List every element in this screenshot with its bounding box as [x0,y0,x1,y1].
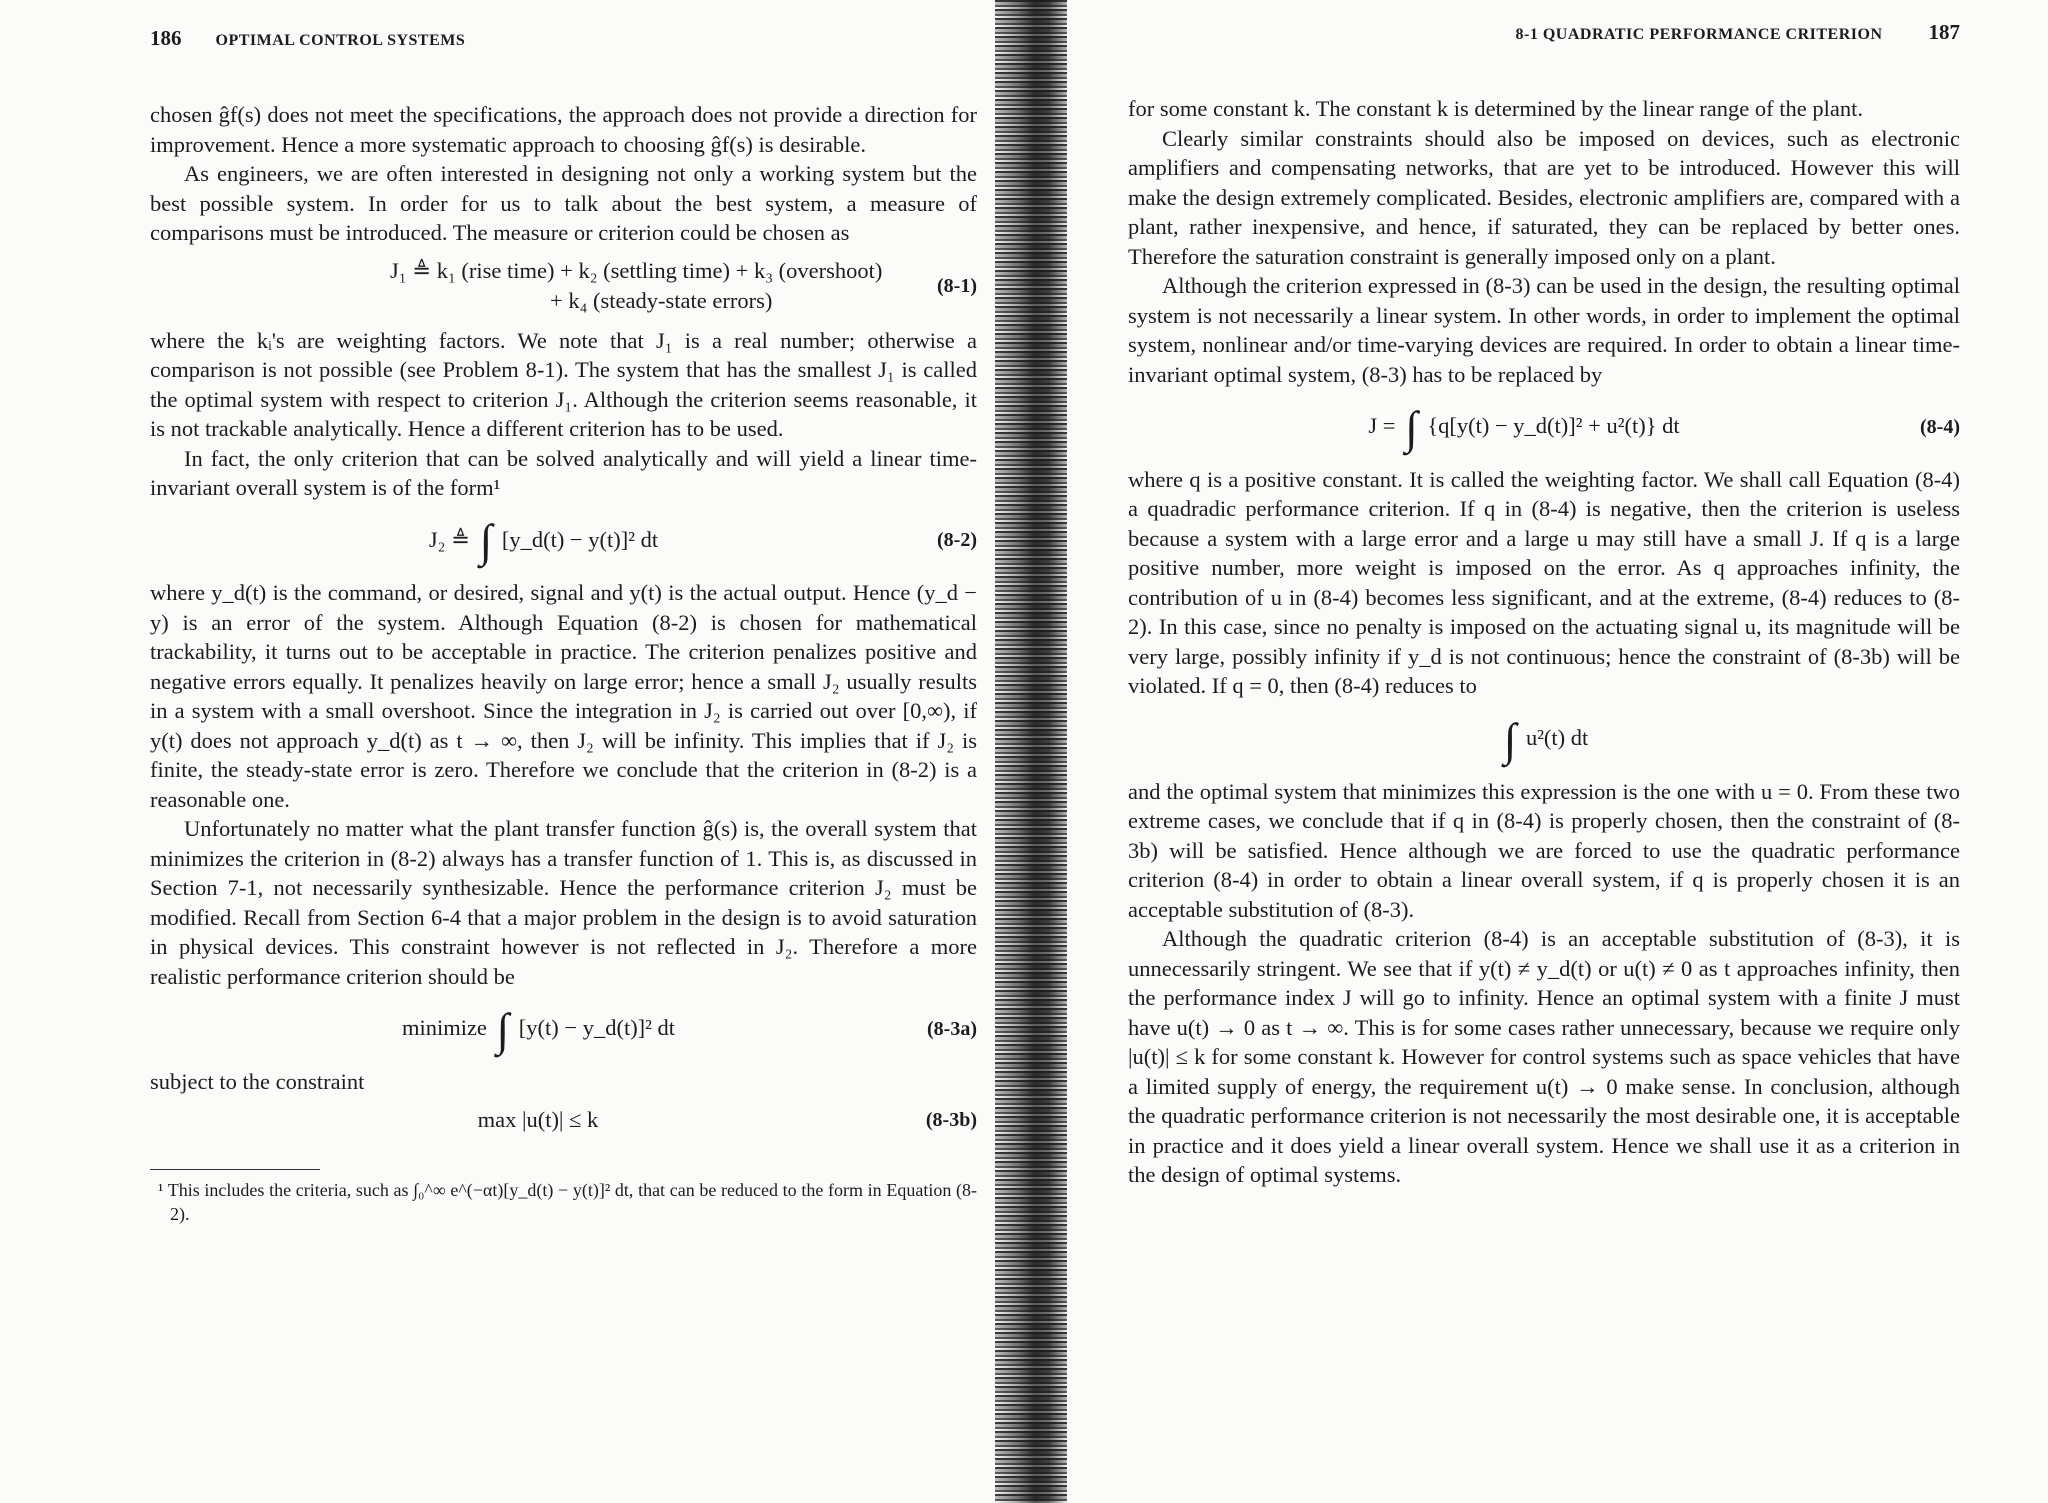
right-page-number: 187 [1928,20,1960,44]
right-running-head: 8-1 QUADRATIC PERFORMANCE CRITERION [1515,26,1883,43]
equation-8-3b-body: max |u(t)| ≤ k [477,1106,599,1132]
equation-8-1 [150,256,977,316]
equation-number-8-3b: (8-3b) [925,1108,977,1131]
equation-8-2 [150,515,977,567]
equation-number-8-3a: (8-3a) [927,1018,977,1041]
equation-8-1-line-1: J₁ ≜ k₁ (rise time) + k₂ (settling time) + k₃ (overshoot) [390,257,883,283]
equation-8-2-integrand: [y_d(t) − y(t)]² dt [501,526,659,552]
equation-8-4-lhs: J = [1368,413,1396,438]
integral-sign: ∫ [1405,401,1418,453]
equation-u-squared [1128,713,1960,765]
right-paragraph-3: Although the criterion expressed in (8-3) can be used in the design, the resulting optimal system is not necessarily a linear system. In other words, in order to implement the optimal system, nonlinear and/or time-varying devices are required. In order to obtain a linear time-invariant optimal system, (8-3) has to be replaced by [1128,273,1960,387]
left-page-header [150,26,977,66]
left-paragraph-5: where y_d(t) is the command, or desired, signal and y(t) is the actual output. Hence (y_d − y) is an error of the system. Although Equation (8-2) is chosen for mathematical trackability, it turns out to be acceptable in practice. The criterion penalizes positive and negative errors equally. It penalizes heavily on large error; hence a small J₂ usually results in a system with a small overshoot. Since the integration in J₂ is carried out over [0,∞), if y(t) does not approach y_d(t) as t → ∞, then J₂ will be infinity. This implies that if J₂ is finite, the steady-state error is zero. Therefore we conclude that the criterion in (8-2) is a reasonable one. [150,580,977,812]
equation-8-1-line-2: + k₄ (steady-state errors) [550,287,773,313]
equation-8-3a-lhs: minimize [401,1015,487,1041]
footnote-rule [150,1169,320,1170]
right-page [1068,0,2048,1503]
integral-sign: ∫ [1503,713,1517,765]
right-paragraph-5: and the optimal system that minimizes this expression is the one with u = 0. From these two extreme cases, we conclude that if q in (8-4) is properly chosen, then the constraint of (8-3b) will be satisfied. Hence although we are forced to use the quadratic performance criterion (8-4) in order to obtain a linear overall system, if q is properly chosen it is an acceptable substitution of (8-3). [1128,778,1960,922]
equation-number-8-4: (8-4) [1920,415,1960,438]
equation-8-2-lhs: J₂ ≜ [428,526,470,552]
left-page-number: 186 [150,26,182,50]
left-running-head: OPTIMAL CONTROL SYSTEMS [215,32,466,49]
footnote: ¹ This includes the criteria, such as ∫₀^∞ e^(−αt)[y_d(t) − y(t)]² dt, that can be reduced to the form in Equation (8-2). [158,1179,977,1224]
equation-8-3a [150,1004,977,1056]
left-paragraph-1: chosen ĝf(s) does not meet the specifications, the approach does not provide a direction for improvement. Hence a more systematic approach to choosing ĝf(s) is desirable. [150,102,977,157]
right-paragraph-2: Clearly similar constraints should also be imposed on devices, such as electronic amplifiers and compensating networks, that are yet to be introduced. However this will make the design extremely complicated. Besides, electronic amplifiers are, compared with a plant, rather inexpensive, and hence, if saturated, they can be replaced by better ones. Therefore the saturation constraint is generally imposed only on a plant. [1128,125,1960,269]
left-paragraph-4: In fact, the only criterion that can be solved analytically and will yield a linear time-invariant overall system is of the form¹ [150,445,977,500]
left-paragraph-2: As engineers, we are often interested in designing not only a working system but the best possible system. In order for us to talk about the best system, a measure of comparisons must be introduced. The measure or criterion could be chosen as [150,161,977,245]
book-gutter [995,0,1067,1503]
left-page [0,0,1005,1503]
equation-8-4 [1128,401,1960,453]
right-page-header [1128,20,1960,60]
equation-8-3b [150,1105,977,1135]
left-paragraph-7: subject to the constraint [150,1069,365,1095]
integral-sign: ∫ [496,1004,510,1056]
integral-sign: ∫ [479,515,493,567]
left-paragraph-6: Unfortunately no matter what the plant transfer function ĝ(s) is, the overall system that minimizes the criterion in (8-2) always has a transfer function of 1. This is, as discussed in Section 7-1, not necessarily synthesizable. Hence the performance criterion J₂ must be modified. Recall from Section 6-4 that a major problem in the design is to avoid saturation in physical devices. This constraint however is not reflected in J₂. Therefore a more realistic performance criterion should be [150,816,977,989]
equation-8-3a-integrand: [y(t) − y_d(t)]² dt [518,1015,676,1041]
equation-number-8-1: (8-1) [937,274,977,297]
right-paragraph-6: Although the quadratic criterion (8-4) is an acceptable substitution of (8-3), it is unnecessarily stringent. We see that if y(t) ≠ y_d(t) or u(t) ≠ 0 as t approaches infinity, then the performance index J will go to infinity. Hence an optimal system with a finite J must have u(t) → 0 as t → ∞. This is for some cases rather unnecessary, because we require only |u(t)| ≤ k for some constant k. However for control systems such as space vehicles that have a limited supply of energy, the requirement u(t) → 0 make sense. In conclusion, although the quadratic performance criterion is not necessarily the most desirable one, it is acceptable in practice and it does yield a linear overall system. Hence we shall use it as a criterion in the design of optimal systems. [1128,926,1960,1188]
equation-number-8-2: (8-2) [937,529,977,552]
right-paragraph-1: for some constant k. The constant k is determined by the linear range of the plant. [1128,96,1863,121]
equation-u-squared-integrand: u²(t) dt [1525,724,1589,750]
equation-8-4-integrand: {q[y(t) − y_d(t)]² + u²(t)} dt [1427,413,1680,438]
right-paragraph-4: where q is a positive constant. It is called the weighting factor. We shall call Equation (8-4) a quadradic performance criterion. If q in (8-4) is negative, then the criterion is useless because a system with a large error and a large u may still have a small J. If q is a large positive number, more weight is imposed on the error. As q approaches infinity, the contribution of u in (8-4) becomes less significant, and at the extreme, (8-4) reduces to (8-2). In this case, since no penalty is imposed on the actuating signal u, its magnitude will be very large, possibly infinity if y_d is not continuous; hence the constraint of (8-3b) will be violated. If q = 0, then (8-4) reduces to [1128,466,1960,699]
left-paragraph-3: where the kᵢ's are weighting factors. We note that J₁ is a real number; otherwise a comparison is not possible (see Problem 8-1). The system that has the smallest J₁ is called the optimal system with respect to criterion J₁. Although the criterion seems reasonable, it is not trackable analytically. Hence a different criterion has to be used. [150,327,977,441]
